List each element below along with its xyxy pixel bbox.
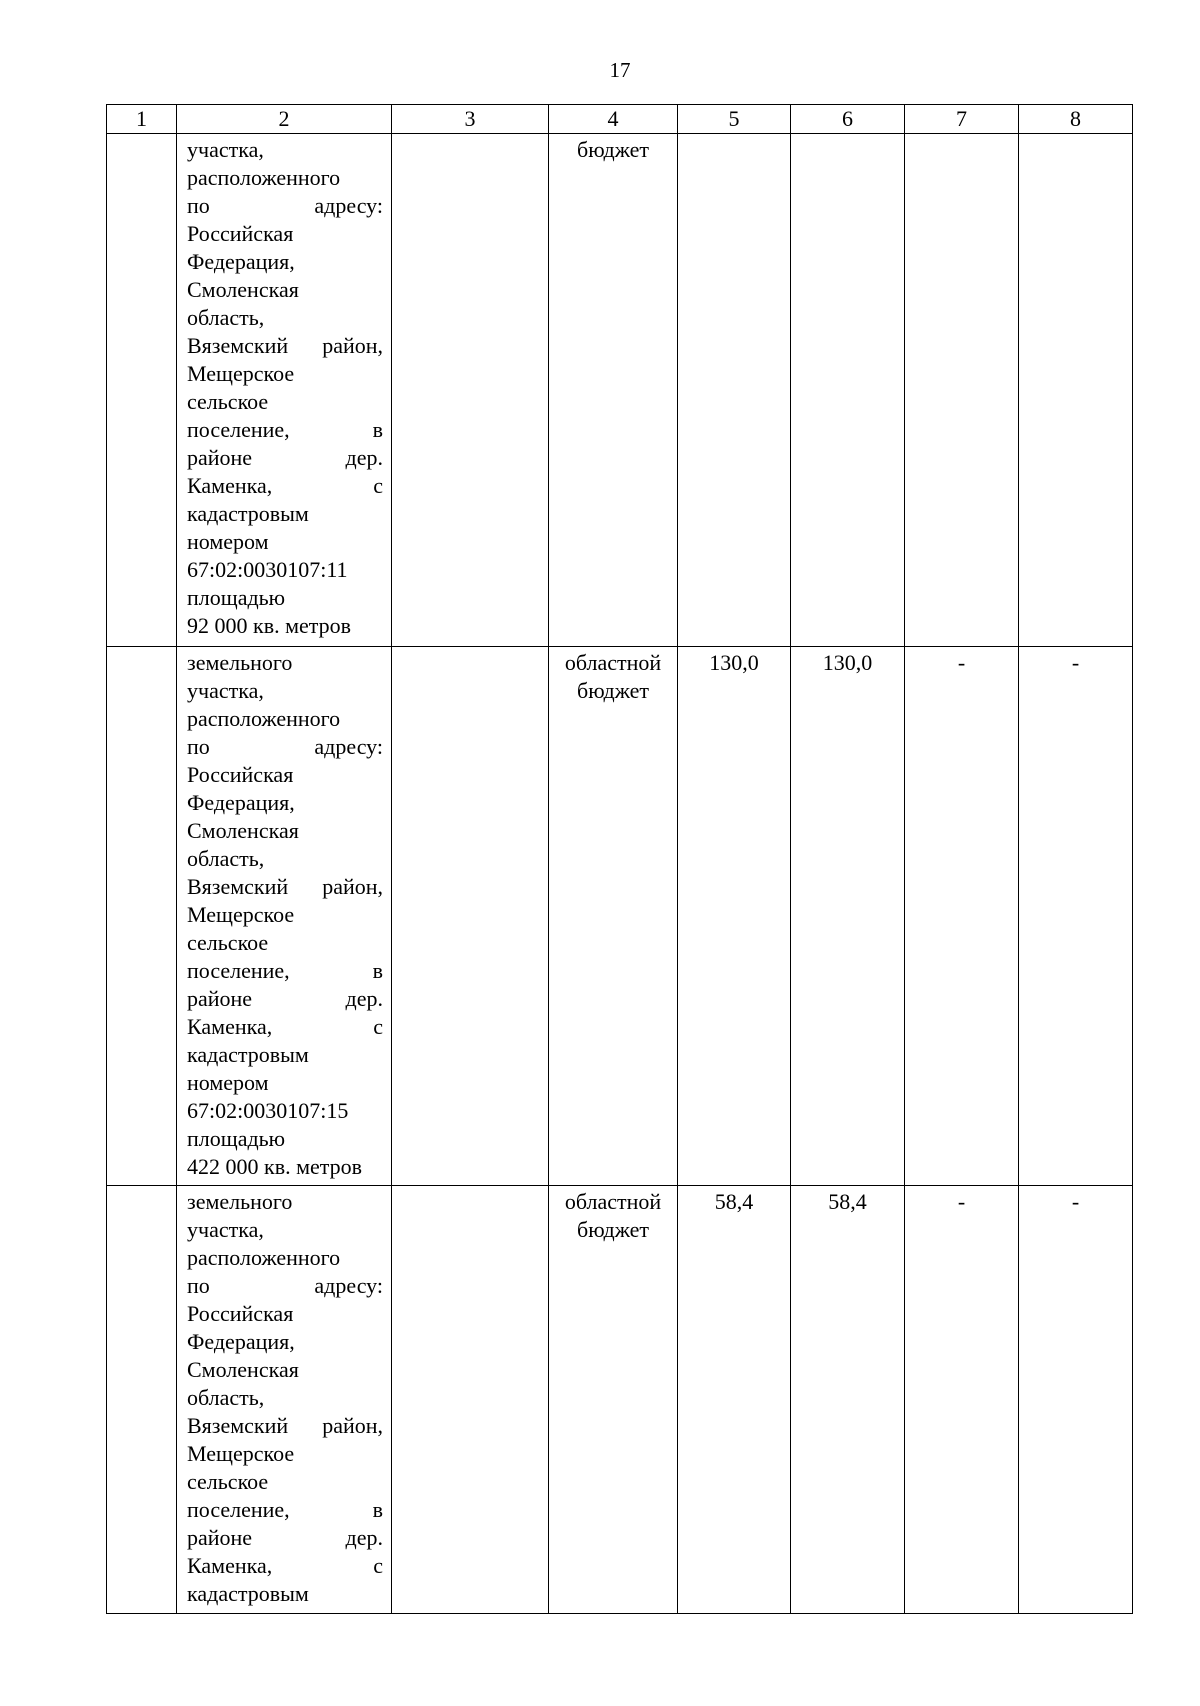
description-word: поселение, [187, 417, 290, 442]
description-word: в [372, 417, 383, 442]
description-line [187, 136, 383, 164]
description-word: Каменка, [187, 1014, 273, 1039]
cell-col-8 [1019, 134, 1133, 647]
description-word: Российская [187, 1301, 294, 1326]
description-word: с [373, 1014, 383, 1039]
cell-description [177, 134, 392, 647]
description-line [187, 1496, 383, 1524]
description-line [187, 761, 383, 789]
description-line [187, 817, 383, 845]
description-word: участка, [187, 678, 264, 703]
description-word: районе [187, 445, 253, 470]
description-word: поселение, [187, 1497, 290, 1522]
description-word: дер. [345, 445, 383, 470]
description-word: земельного [187, 650, 293, 675]
description-line [187, 1125, 383, 1153]
description-word: земельного [187, 1189, 293, 1214]
header-col-3: 3 [392, 105, 549, 134]
cell-col-5: 130,0 [678, 647, 791, 1186]
description-line [187, 1552, 383, 1580]
description-line [187, 873, 383, 901]
description-line [187, 1412, 383, 1440]
description-word: в [372, 958, 383, 983]
description-line [187, 649, 383, 677]
description-word: дер. [345, 1525, 383, 1550]
cell-col-3 [392, 647, 549, 1186]
description-word: кадастровым [187, 1581, 309, 1606]
description-word: номером [187, 529, 269, 554]
header-col-6: 6 [791, 105, 905, 134]
cell-col-5 [678, 134, 791, 647]
cell-col-3 [392, 1186, 549, 1614]
cell-col-1 [107, 1186, 177, 1614]
description-line [187, 957, 383, 985]
description-word: площадью [187, 585, 286, 610]
table-row [107, 647, 1133, 1186]
description-word: район, [322, 1413, 383, 1438]
description-word: расположенного [187, 165, 341, 190]
description-line [187, 705, 383, 733]
description-line [187, 332, 383, 360]
description-line [187, 416, 383, 444]
description-word: по [187, 193, 210, 218]
description-line [187, 1153, 383, 1181]
description-line [187, 612, 383, 640]
cell-col-6: 130,0 [791, 647, 905, 1186]
description-line [187, 1244, 383, 1272]
cell-col-3 [392, 134, 549, 647]
description-word: район, [322, 333, 383, 358]
description-word: область, [187, 1385, 265, 1410]
cell-col-6: 58,4 [791, 1186, 905, 1614]
cell-col-7 [905, 134, 1019, 647]
description-line [187, 472, 383, 500]
description-word: кадастровым [187, 1042, 309, 1067]
description-line [187, 1300, 383, 1328]
description-word: Федерация, [187, 249, 295, 274]
description-word: с [373, 1553, 383, 1578]
description-line [187, 248, 383, 276]
description-word: по [187, 1273, 210, 1298]
cell-budget [549, 647, 678, 1186]
description-word: кадастровым [187, 501, 309, 526]
description-word: Вяземский [187, 874, 289, 899]
description-line [187, 1188, 383, 1216]
description-word: адресу: [314, 734, 383, 759]
description-line [187, 1041, 383, 1069]
description-line [187, 528, 383, 556]
description-line [187, 276, 383, 304]
description-word: область, [187, 305, 265, 330]
description-line [187, 929, 383, 957]
description-line [187, 1440, 383, 1468]
description-word: 92 000 кв. метров [187, 613, 352, 638]
budget-line: бюджет [577, 678, 649, 703]
budget-line: областной [564, 1189, 662, 1214]
header-col-1: 1 [107, 105, 177, 134]
description-line [187, 1384, 383, 1412]
description-word: районе [187, 1525, 253, 1550]
description-line [187, 1580, 383, 1608]
cell-description [177, 647, 392, 1186]
table-body [107, 134, 1133, 1614]
description-line [187, 444, 383, 472]
cell-col-7: - [905, 1186, 1019, 1614]
description-word: Мещерское [187, 361, 295, 386]
header-row [107, 105, 1133, 134]
description-word: Российская [187, 221, 294, 246]
description-word: поселение, [187, 958, 290, 983]
description-line [187, 1097, 383, 1125]
description-line [187, 789, 383, 817]
description-line [187, 901, 383, 929]
budget-line: областной [564, 650, 662, 675]
description-line [187, 1524, 383, 1552]
page-number: 17 [609, 58, 631, 82]
description-word: Смоленская [187, 277, 299, 302]
description-line [187, 1272, 383, 1300]
description-word: расположенного [187, 1245, 341, 1270]
description-word: Каменка, [187, 1553, 273, 1578]
description-word: Смоленская [187, 818, 299, 843]
cell-budget [549, 134, 678, 647]
description-line [187, 164, 383, 192]
cell-description [177, 1186, 392, 1614]
description-line [187, 677, 383, 705]
description-word: 422 000 кв. метров [187, 1154, 363, 1179]
description-word: адресу: [314, 193, 383, 218]
budget-line: бюджет [577, 137, 649, 162]
cell-col-7: - [905, 647, 1019, 1186]
description-word: в [372, 1497, 383, 1522]
description-word: площадью [187, 1126, 286, 1151]
budget-line: бюджет [577, 1217, 649, 1242]
description-line [187, 1216, 383, 1244]
description-word: Федерация, [187, 1329, 295, 1354]
description-word: сельское [187, 389, 269, 414]
description-word: дер. [345, 986, 383, 1011]
cell-col-5: 58,4 [678, 1186, 791, 1614]
description-word: сельское [187, 1469, 269, 1494]
description-line [187, 1356, 383, 1384]
description-line [187, 845, 383, 873]
description-word: расположенного [187, 706, 341, 731]
description-line [187, 733, 383, 761]
description-line [187, 985, 383, 1013]
description-word: участка, [187, 1217, 264, 1242]
table-row [107, 1186, 1133, 1614]
description-word: Мещерское [187, 902, 295, 927]
description-line [187, 500, 383, 528]
description-line [187, 388, 383, 416]
description-word: с [373, 473, 383, 498]
description-word: область, [187, 846, 265, 871]
header-col-7: 7 [905, 105, 1019, 134]
budget-table [106, 104, 1133, 1614]
description-word: районе [187, 986, 253, 1011]
description-line [187, 192, 383, 220]
description-line [187, 304, 383, 332]
cell-budget [549, 1186, 678, 1614]
description-word: по [187, 734, 210, 759]
description-word: Каменка, [187, 473, 273, 498]
header-col-5: 5 [678, 105, 791, 134]
description-line [187, 360, 383, 388]
description-word: Российская [187, 762, 294, 787]
description-line [187, 1069, 383, 1097]
description-word: 67:02:0030107:11 [187, 557, 348, 582]
description-word: Вяземский [187, 1413, 289, 1438]
table-header [107, 105, 1133, 134]
description-word: Федерация, [187, 790, 295, 815]
header-col-4: 4 [549, 105, 678, 134]
description-word: 67:02:0030107:15 [187, 1098, 349, 1123]
description-word: участка, [187, 137, 264, 162]
description-line [187, 1013, 383, 1041]
cell-col-1 [107, 647, 177, 1186]
table-row [107, 134, 1133, 647]
description-word: номером [187, 1070, 269, 1095]
description-line [187, 556, 383, 584]
cell-col-8: - [1019, 647, 1133, 1186]
description-word: адресу: [314, 1273, 383, 1298]
description-word: Смоленская [187, 1357, 299, 1382]
description-line [187, 584, 383, 612]
cell-col-1 [107, 134, 177, 647]
description-line [187, 220, 383, 248]
description-line [187, 1468, 383, 1496]
description-word: Мещерское [187, 1441, 295, 1466]
description-word: сельское [187, 930, 269, 955]
header-col-8: 8 [1019, 105, 1133, 134]
description-word: Вяземский [187, 333, 289, 358]
description-line [187, 1328, 383, 1356]
cell-col-8: - [1019, 1186, 1133, 1614]
header-col-2: 2 [177, 105, 392, 134]
description-word: район, [322, 874, 383, 899]
cell-col-6 [791, 134, 905, 647]
